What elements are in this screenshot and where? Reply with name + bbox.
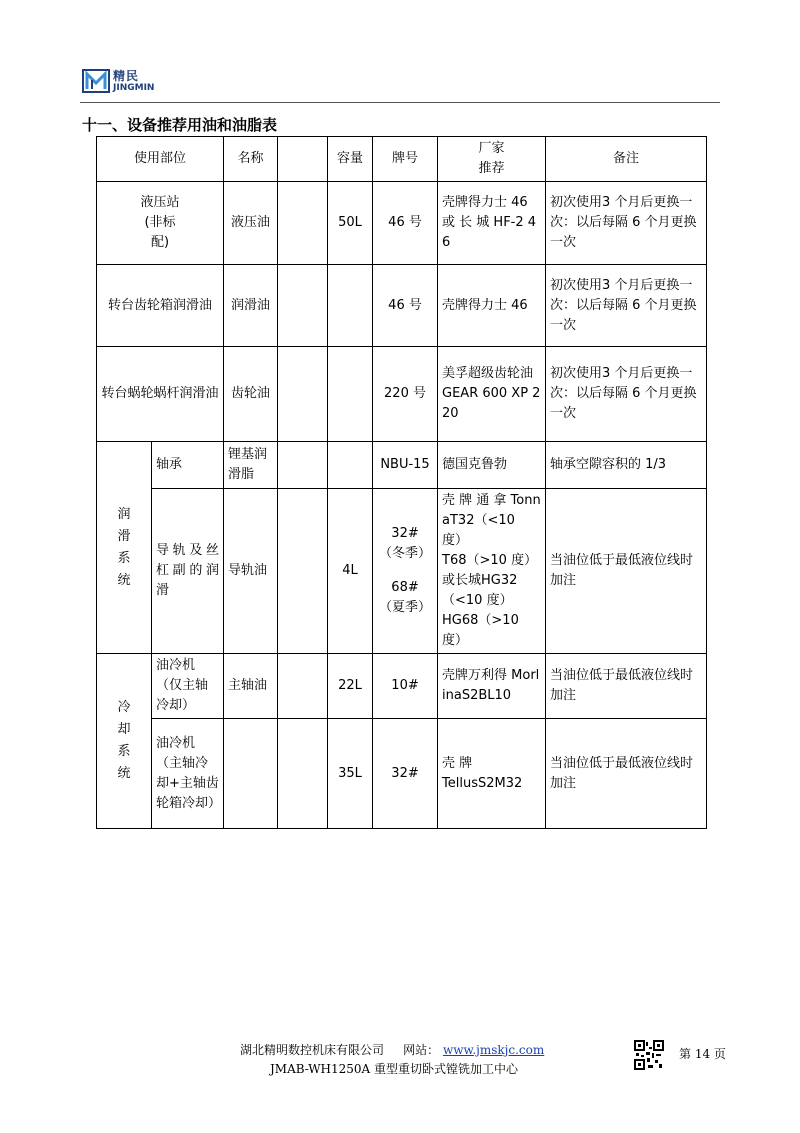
cell-name: 润滑油 xyxy=(224,265,278,347)
header-location: 使用部位 xyxy=(97,137,224,182)
cool-group-label: 冷却系统 xyxy=(117,700,131,781)
cell-brand xyxy=(373,489,438,654)
cell-vendor: 壳牌得力士 46 xyxy=(438,265,546,347)
lube-group-cell xyxy=(97,442,152,654)
page-number: 第 14 页 xyxy=(679,1047,726,1061)
company-logo xyxy=(82,66,182,96)
cell-capacity: 35L xyxy=(328,719,373,829)
cell-remark: 当油位低于最低液位线时加注 xyxy=(546,654,707,719)
cell-remark: 当油位低于最低液位线时加注 xyxy=(546,489,707,654)
cell-blank xyxy=(278,347,328,442)
table-row xyxy=(97,489,707,654)
footer-company-line xyxy=(240,1041,544,1058)
lube-group-label: 润滑系统 xyxy=(117,506,131,588)
table-row xyxy=(97,719,707,829)
footer-model: JMAB-WH1250A 重型重切卧式镗铣加工中心 xyxy=(270,1062,519,1076)
cell-capacity: 50L xyxy=(328,182,373,265)
cell-vendor: 壳 牌 通 拿 TonnaT32（<10 度） T68（>10 度） 或长城HG32 （<10 度） HG68（>10 度） xyxy=(438,489,546,654)
cell-vendor: 德国克鲁勃 xyxy=(438,442,546,489)
cell-name: 液压油 xyxy=(224,182,278,265)
cell-vendor: 壳 牌 TellusS2M32 xyxy=(438,719,546,829)
cell-name: 导轨油 xyxy=(224,489,278,654)
cell-capacity xyxy=(328,347,373,442)
cell-blank xyxy=(278,442,328,489)
jingmin-logo-icon xyxy=(82,67,110,95)
oil-recommendation-table xyxy=(96,136,707,829)
qr-code-icon xyxy=(634,1040,664,1070)
cell-location: 转台齿轮箱润滑油 xyxy=(97,265,224,347)
footer-site-label: 网站： xyxy=(403,1043,440,1057)
cell-location: 转台蜗轮蜗杆润滑油 xyxy=(97,347,224,442)
cell-part: 油冷机 （主轴冷却+主轴齿轮箱冷却） xyxy=(152,719,224,829)
cell-vendor: 壳牌万利得 MorlinaS2BL10 xyxy=(438,654,546,719)
cell-location: 液压站 (非标 配) xyxy=(97,182,224,265)
cell-brand: 10# xyxy=(373,654,438,719)
cell-name: 齿轮油 xyxy=(224,347,278,442)
footer-company: 湖北精明数控机床有限公司 xyxy=(240,1043,385,1057)
header-name: 名称 xyxy=(224,137,278,182)
header-divider xyxy=(80,102,720,103)
cell-part: 油冷机 （仅主轴冷却） xyxy=(152,654,224,719)
section-title: 十一、设备推荐用油和油脂表 xyxy=(82,116,278,134)
table-row xyxy=(97,265,707,347)
cell-blank xyxy=(278,489,328,654)
cell-capacity xyxy=(328,265,373,347)
cell-capacity: 4L xyxy=(328,489,373,654)
cell-blank xyxy=(278,265,328,347)
cell-vendor: 壳牌得力士 46 或 长 城 HF-2 46 xyxy=(438,182,546,265)
cell-name xyxy=(224,719,278,829)
cell-blank xyxy=(278,654,328,719)
header-vendor: 厂家 推荐 xyxy=(438,137,546,182)
table-row xyxy=(97,182,707,265)
cell-name: 锂基润滑脂 xyxy=(224,442,278,489)
cell-name: 主轴油 xyxy=(224,654,278,719)
brand-summer: 68# （夏季） xyxy=(379,580,432,615)
cell-part: 轴承 xyxy=(152,442,224,489)
header-brand: 牌号 xyxy=(373,137,438,182)
cell-brand: 220 号 xyxy=(373,347,438,442)
header-capacity: 容量 xyxy=(328,137,373,182)
cell-remark: 初次使用3 个月后更换一 次：以后每隔 6 个月更换一次 xyxy=(546,265,707,347)
table-row xyxy=(97,654,707,719)
cell-capacity: 22L xyxy=(328,654,373,719)
cell-remark: 当油位低于最低液位线时加注 xyxy=(546,719,707,829)
table-header-row xyxy=(97,137,707,182)
header-blank xyxy=(278,137,328,182)
cell-brand: 32# xyxy=(373,719,438,829)
cell-brand: 46 号 xyxy=(373,182,438,265)
cool-group-cell xyxy=(97,654,152,829)
cell-brand: 46 号 xyxy=(373,265,438,347)
logo-en-text: JINGMIN xyxy=(113,82,155,93)
logo-cn-text: 精民 xyxy=(113,68,140,83)
table-row xyxy=(97,347,707,442)
cell-brand: NBU-15 xyxy=(373,442,438,489)
cell-remark: 初次使用3 个月后更换一 次：以后每隔 6 个月更换一次 xyxy=(546,182,707,265)
cell-capacity xyxy=(328,442,373,489)
brand-winter: 32# （冬季） xyxy=(379,526,432,561)
cell-part: 导轨及丝杠副的润滑 xyxy=(152,489,224,654)
footer-website-link[interactable]: www.jmskjc.com xyxy=(442,1043,545,1057)
cell-vendor: 美孚超级齿轮油 GEAR 600 XP 220 xyxy=(438,347,546,442)
cell-remark: 初次使用3 个月后更换一 次：以后每隔 6 个月更换一次 xyxy=(546,347,707,442)
header-remark: 备注 xyxy=(546,137,707,182)
cell-blank xyxy=(278,182,328,265)
cell-remark: 轴承空隙容积的 1/3 xyxy=(546,442,707,489)
cell-blank xyxy=(278,719,328,829)
table-row xyxy=(97,442,707,489)
